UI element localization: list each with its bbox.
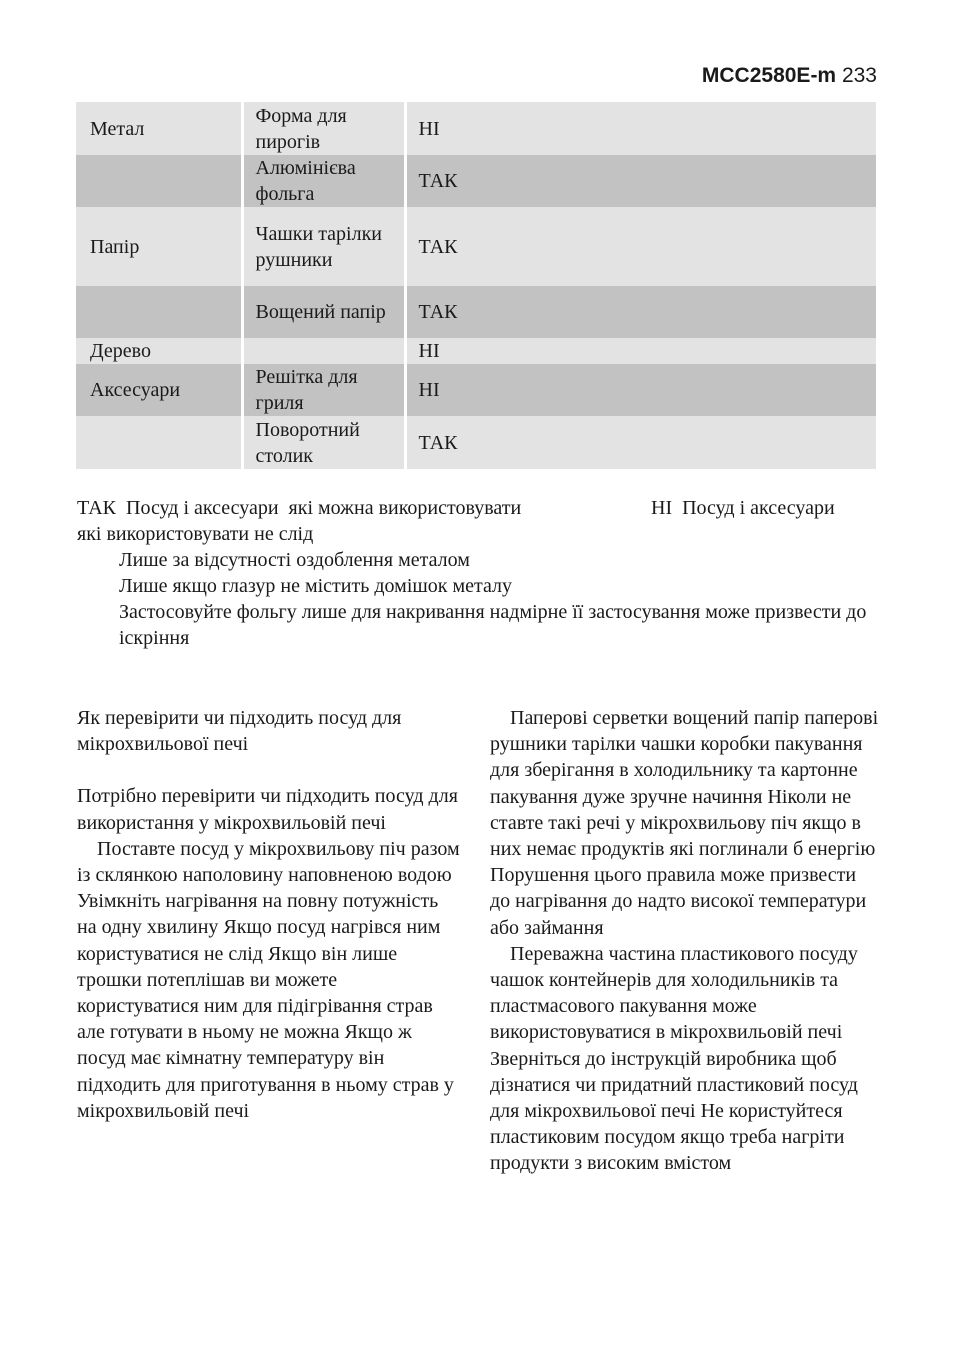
material-cell: Аксесуари [76,364,242,416]
verdict-cell: НІ [405,338,876,364]
material-cell: Папір [76,207,242,286]
table-row [76,102,876,155]
verdict-cell: ТАК [405,207,876,286]
legend-note: Лише за відсутності оздоблення металом [119,549,470,571]
section-heading: Як перевірити чи підходить посуд для мікрохвильової печі [77,707,402,756]
paragraph: Паперові серветки вощений папір паперові рушники тарілки чашки коробки пакування для зберігання в холодильнику та картонне пакування дуже зручне начиння Ніколи не ставте такі речі у мікрохвильову піч якщо в них немає продуктів які поглинали б енергію Порушення цього правила може призвести до нагрівання до надто високої температури або займання [490,707,879,939]
verdict-cell: НІ [405,364,876,416]
legend-no: НІ Посуд і аксесуари [651,497,835,519]
cookware-compatibility-table [76,102,876,469]
right-column [490,705,880,1177]
legend-note: Лише якщо глазур не містить домішок металу [119,575,513,597]
legend-no-continuation: які використовувати не слід [77,523,314,545]
item-cell: Чашки тарілки рушники [242,207,405,286]
material-cell [76,286,242,338]
item-cell: Алюмінієва фольга [242,155,405,207]
legend-yes: ТАК Посуд і аксесуари які можна використовувати [77,497,522,519]
page-header [702,64,877,88]
paragraph: Потрібно перевірити чи підходить посуд для використання у мікрохвильовій печі [77,785,458,834]
verdict-cell: НІ [405,102,876,155]
item-cell: Вощений папір [242,286,405,338]
paragraph: Переважна частина пластикового посуду чашок контейнерів для холодильників та пластмасового пакування може використовуватися в мікрохвильовій печі Зверніться до інструкцій виробника щоб дізнатися чи придатний пластиковий посуд для мікрохвильової печі Не користуйтеся пластиковим посудом якщо треба нагріти продукти з високим вмістом [490,942,858,1175]
paragraph: Поставте посуд у мікрохвильову піч разом із склянкою наполовину наповненою водою Увімкніть нагрівання на повну потужність на одну хвилину Якщо посуд нагрівся ним користуватися не слід Якщо він лише трошки потеплішав ви можете користуватися ним для підігрівання страв але готувати в ньому не можна Якщо ж посуд має кімнатну температуру він підходить для приготування в ньому страв у мікрохвильовій печі [77,837,460,1122]
item-cell: Решітка для гриля [242,364,405,416]
table-row [76,155,876,207]
table-row [76,286,876,338]
material-cell [76,416,242,469]
table-row [76,207,876,286]
page-number: 233 [841,64,877,87]
material-cell: Метал [76,102,242,155]
item-cell: Форма для пирогів [242,102,405,155]
verdict-cell: ТАК [405,286,876,338]
table-row [76,364,876,416]
table-row [76,338,876,364]
table-row [76,416,876,469]
verdict-cell: ТАК [405,155,876,207]
material-cell [76,155,242,207]
legend-note: Застосовуйте фольгу лише для накривання надмірне її застосування може призвести до іскріння [119,601,867,649]
model-number: MCC2580E-m [701,64,837,87]
left-column [77,705,462,1124]
table-legend [77,495,877,651]
item-cell: Поворотний столик [242,416,405,469]
material-cell: Дерево [76,338,242,364]
item-cell [242,338,405,364]
verdict-cell: ТАК [405,416,876,469]
